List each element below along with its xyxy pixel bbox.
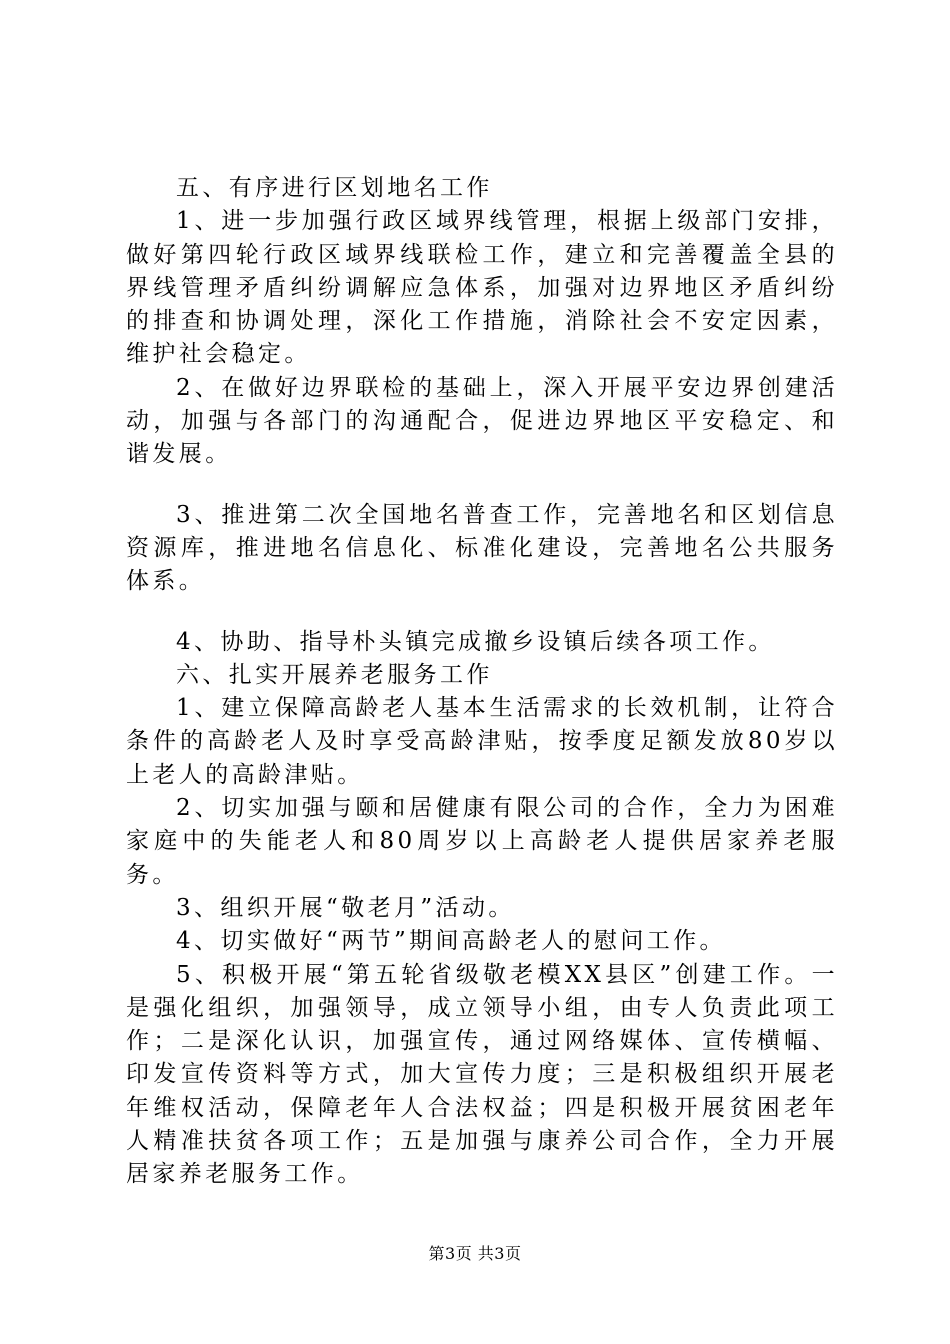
- paragraph-6-1: 1、建立保障高龄老人基本生活需求的长效机制，让符合条件的高龄老人及时享受高龄津贴，按季度足额发放80岁以上老人的高龄津贴。: [126, 695, 838, 788]
- paragraph-6-3: 3、组织开展“敬老月”活动。: [176, 894, 515, 921]
- paragraph-6-2: 2、切实加强与颐和居健康有限公司的合作，全力为困难家庭中的失能老人和80周岁以上高龄老人提供居家养老服务。: [126, 795, 838, 888]
- paragraph-5-4: 4、协助、指导朴头镇完成撤乡设镇后续各项工作。: [176, 628, 775, 655]
- paragraph-5-1: 1、进一步加强行政区域界线管理，根据上级部门安排，做好第四轮行政区域界线联检工作，建立和完善覆盖全县的界线管理矛盾纠纷调解应急体系，加强对边界地区矛盾纠纷的排查和协调处理，深化工作措施，消除社会不安定因素，维护社会稳定。: [126, 208, 838, 368]
- page-number: 第3页 共3页: [428, 1244, 522, 1263]
- document-body: [126, 172, 838, 1192]
- paragraph-5-2: 2、在做好边界联检的基础上，深入开展平安边界创建活动，加强与各部门的沟通配合，促进边界地区平安稳定、和谐发展。: [126, 374, 838, 468]
- paragraph-6-4: 4、切实做好“两节”期间高龄老人的慰问工作。: [176, 928, 726, 955]
- paragraph-6-5: 5、积极开展“第五轮省级敬老模XX县区”创建工作。一是强化组织，加强领导，成立领导小组，由专人负责此项工作；二是深化认识，加强宣传，通过网络媒体、宣传横幅、印发宣传资料等方式，加大宣传力度；三是积极组织开展老年维权活动，保障老年人合法权益；四是积极开展贫困老年人精准扶贫各项工作；五是加强与康养公司合作，全力开展居家养老服务工作。: [126, 961, 838, 1188]
- section-heading-5: 五、有序进行区划地名工作: [176, 175, 493, 201]
- paragraph-5-3: 3、推进第二次全国地名普查工作，完善地名和区划信息资源库，推进地名信息化、标准化建设，完善地名公共服务体系。: [126, 501, 838, 595]
- section-heading-6: 六、扎实开展养老服务工作: [176, 661, 493, 688]
